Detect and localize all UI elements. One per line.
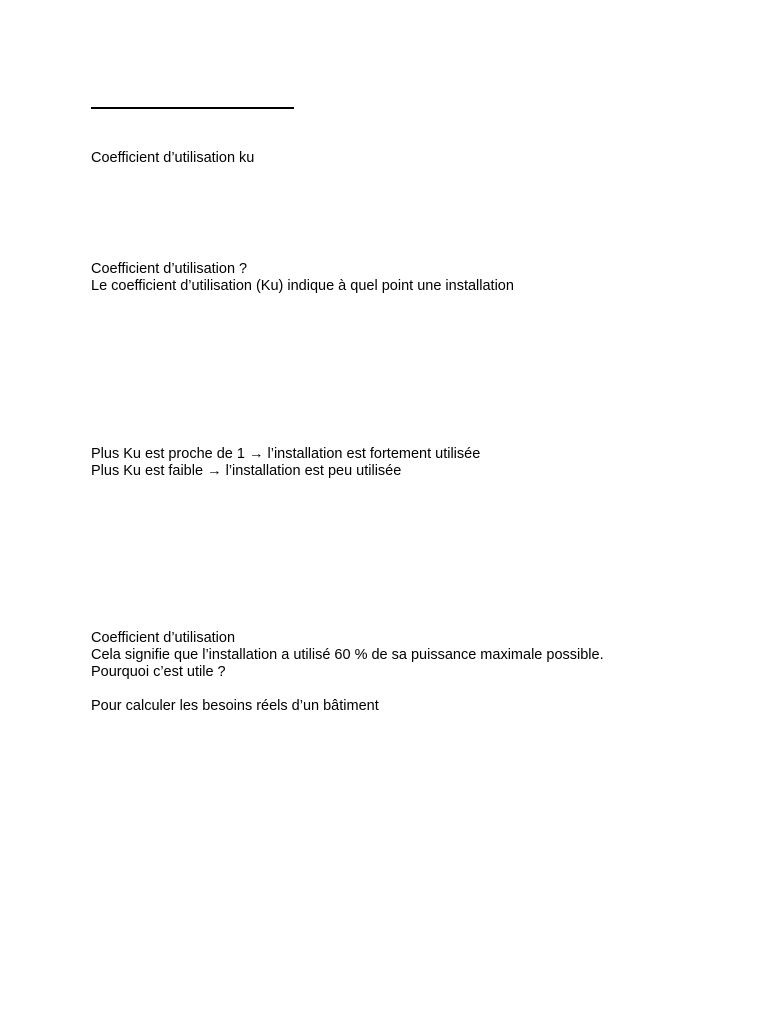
header-rule [91,107,294,109]
document-heading: Coefficient d’utilisation ku [91,150,255,166]
section3-line4: Pour calculer les besoins réels d’un bâtiment [91,698,379,714]
section2-line2: Plus Ku est faible → l’installation est peu utilisée [91,463,402,479]
section1-line2: Le coefficient d’utilisation (Ku) indique à quel point une installation [91,278,514,294]
section3-line3: Pourquoi c’est utile ? [91,664,226,680]
section3-line1: Coefficient d’utilisation [91,630,236,646]
section3-line2: Cela signifie que l’installation a utilisé 60 % de sa puissance maximale possible. [91,647,604,663]
section2-line1: Plus Ku est proche de 1 → l’installation est fortement utilisée [91,446,481,462]
section1-line1: Coefficient d’utilisation ? [91,261,248,277]
